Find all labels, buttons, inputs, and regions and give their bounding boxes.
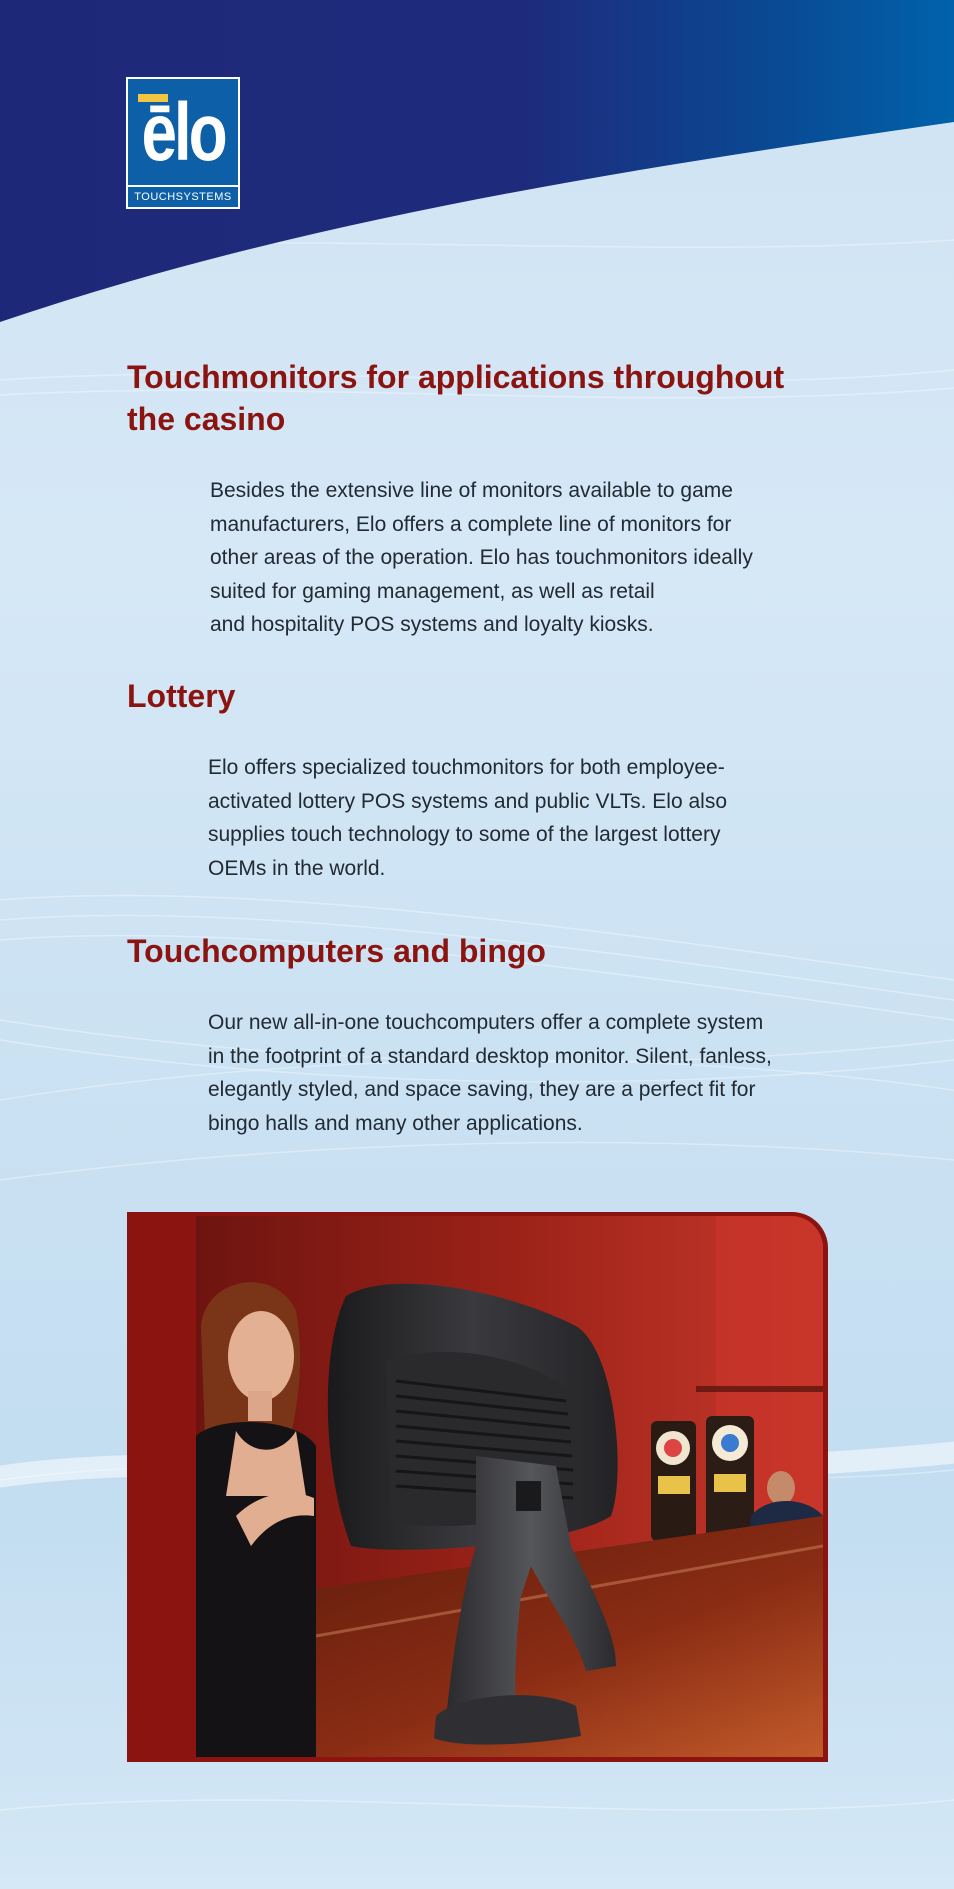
section-body-lottery [208,751,848,885]
heading-line: Touchmonitors for applications throughout [127,359,785,395]
body-line: supplies touch technology to some of the largest lottery [208,823,721,846]
casino-touchmonitor-photo [196,1216,823,1757]
section-heading-touchmonitors [127,356,784,440]
body-line: OEMs in the world. [208,856,386,880]
body-line: other areas of the operation. Elo has touchmonitors ideally [210,546,753,569]
section-body-touchcomputers [208,1006,848,1140]
heading-line: the casino [127,401,286,437]
body-line: in the footprint of a standard desktop monitor. Silent, fanless, [208,1044,772,1068]
body-line: manufacturers, Elo offers a complete line of monitors for [210,512,732,536]
section-heading-lottery [127,675,235,717]
logo-subtitle: TOUCHSYSTEMS [128,185,238,207]
elo-touchsystems-logo [126,77,240,209]
heading-line: Lottery [127,678,236,714]
photo-frame [127,1212,828,1762]
body-line: elegantly styled, and space saving, they are a perfect fit for [208,1078,756,1101]
section-heading-touchcomputers [127,930,546,972]
section-body-touchmonitors [210,474,850,642]
body-line: and hospitality POS systems and loyalty kiosks. [210,613,654,636]
body-line: Elo offers specialized touchmonitors for both employee- [208,756,725,779]
body-line: suited for gaming management, as well as retail [210,579,655,603]
body-line: Our new all-in-one touchcomputers offer a complete system [208,1011,764,1034]
body-line: Besides the extensive line of monitors available to game [210,479,733,502]
body-line: bingo halls and many other applications. [208,1111,583,1135]
photo-illustration [196,1216,823,1757]
heading-line: Touchcomputers and bingo [127,933,546,969]
logo-wordmark: ēlo [141,87,225,178]
woman-figure [196,1282,316,1757]
body-line: activated lottery POS systems and public VLTs. Elo also [208,789,728,813]
